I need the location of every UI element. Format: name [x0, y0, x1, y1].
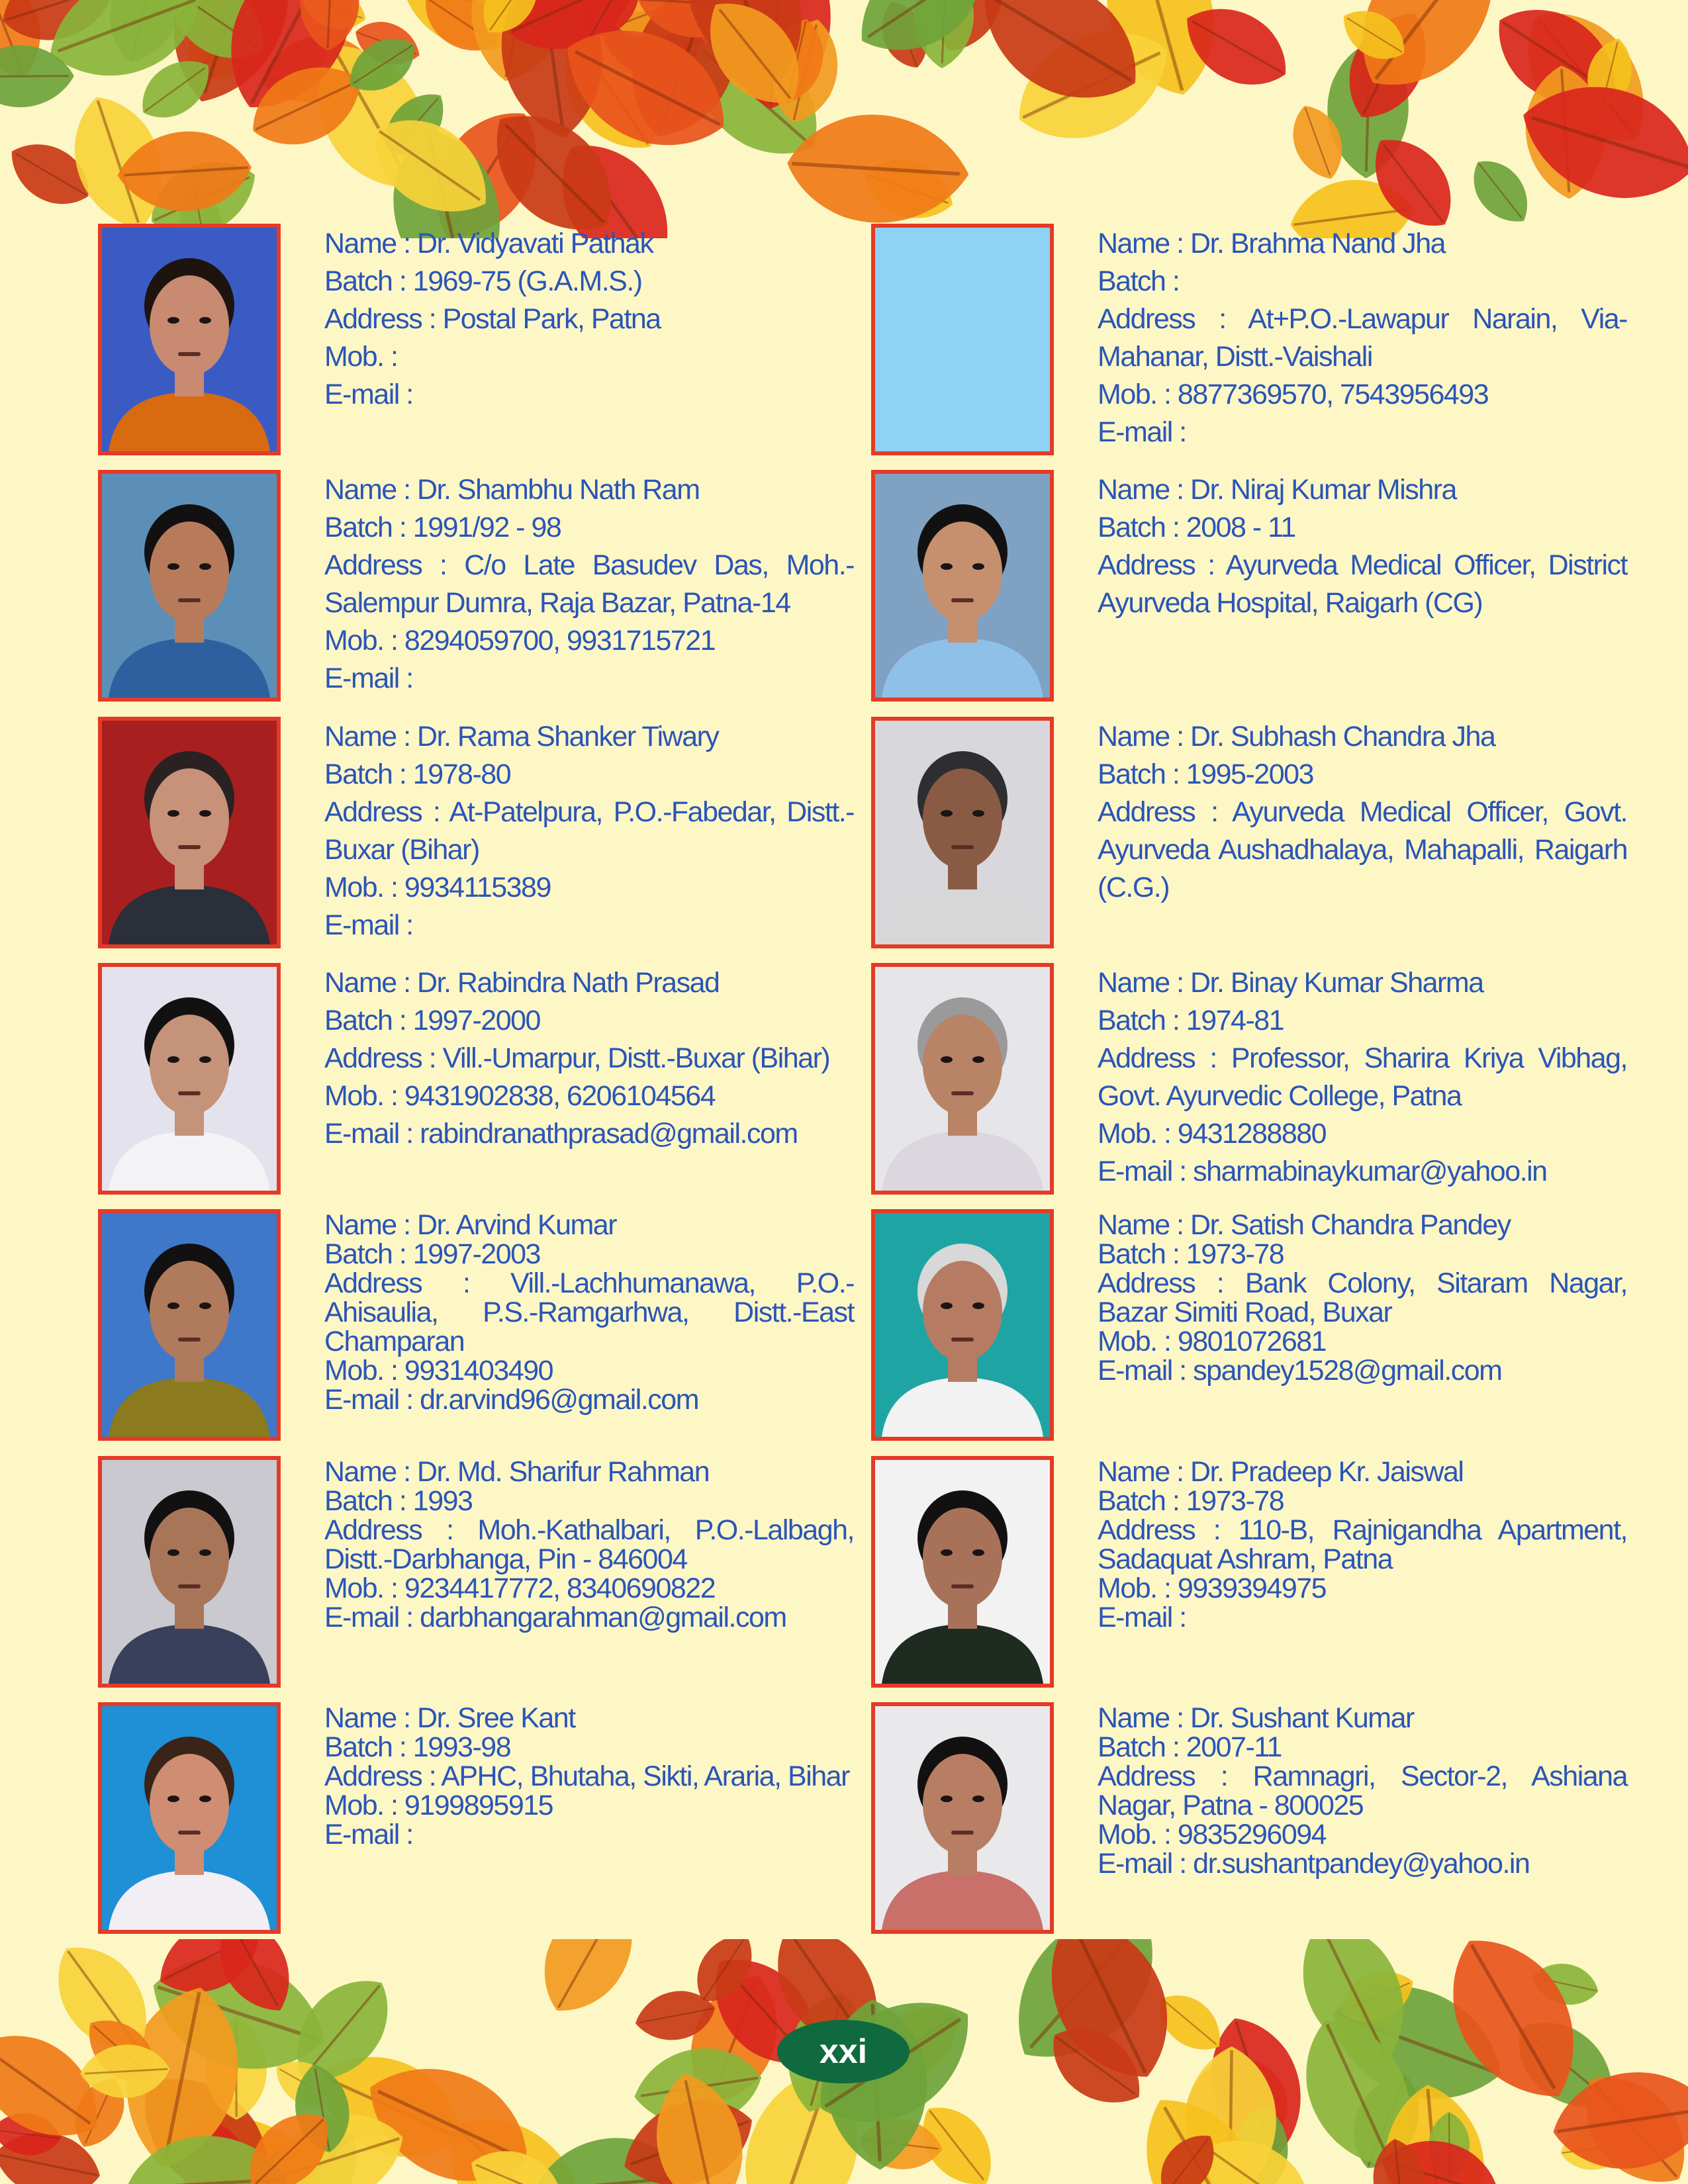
entry-name: Name : Dr. Subhash Chandra Jha: [1098, 721, 1495, 752]
directory-entry: [871, 1456, 1626, 1694]
entry-batch: Batch : 2008 - 11: [1098, 512, 1295, 543]
entry-name: Name : Dr. Sushant Kumar: [1098, 1702, 1414, 1734]
entry-mob: Mob. : 9431288880: [1098, 1118, 1327, 1150]
directory-entry: [98, 1702, 853, 1940]
portrait-photo: [98, 963, 281, 1195]
entry-details: [1098, 1210, 1627, 1385]
entry-address: Address : 110-B, Rajnigandha Apartment, Sadaquat Ashram, Patna: [1098, 1514, 1627, 1575]
portrait-photo: [98, 1209, 281, 1441]
entry-email: E-mail :: [324, 662, 413, 694]
portrait-photo: [98, 717, 281, 948]
portrait-photo: [98, 470, 281, 702]
entry-batch: Batch : 1997-2000: [324, 1005, 540, 1036]
entry-name: Name : Dr. Arvind Kumar: [324, 1209, 617, 1241]
entry-batch: Batch : 1991/92 - 98: [324, 512, 561, 543]
entry-mob: Mob. :: [324, 341, 398, 373]
entry-address: Address : Postal Park, Patna: [324, 303, 661, 335]
entry-name: Name : Dr. Shambhu Nath Ram: [324, 474, 700, 506]
entry-mob: Mob. : 9939394975: [1098, 1572, 1327, 1604]
entry-address: Address : Bank Colony, Sitaram Nagar, Bazar Simiti Road, Buxar: [1098, 1267, 1627, 1328]
entry-details: [324, 1457, 854, 1632]
entry-mob: Mob. : 9835296094: [1098, 1819, 1327, 1850]
entry-mob: Mob. : 8294059700, 9931715721: [324, 625, 716, 657]
entry-batch: Batch : 1995-2003: [1098, 758, 1313, 790]
entry-mob: Mob. : 8877369570, 7543956493: [1098, 379, 1489, 410]
entry-email: E-mail : dr.arvind96@gmail.com: [324, 1384, 699, 1416]
entry-details: [1098, 225, 1627, 451]
entry-email: E-mail :: [324, 1819, 413, 1850]
entry-name: Name : Dr. Pradeep Kr. Jaiswal: [1098, 1456, 1464, 1488]
entry-name: Name : Dr. Md. Sharifur Rahman: [324, 1456, 710, 1488]
entry-details: [1098, 718, 1627, 907]
directory-entry: [98, 1209, 853, 1447]
portrait-photo: [98, 224, 281, 455]
entry-name: Name : Dr. Rabindra Nath Prasad: [324, 967, 720, 999]
entry-email: E-mail :: [1098, 1602, 1186, 1633]
entry-address: Address : At-Patelpura, P.O.-Fabedar, Distt.-Buxar (Bihar): [324, 796, 854, 866]
entry-address: Address : APHC, Bhutaha, Sikti, Araria, Bihar: [324, 1760, 849, 1792]
entry-mob: Mob. : 9801072681: [1098, 1326, 1327, 1357]
entry-name: Name : Dr. Binay Kumar Sharma: [1098, 967, 1483, 999]
entry-details: [1098, 1457, 1627, 1632]
entry-email: E-mail :: [1098, 416, 1186, 448]
leaf-vein: [0, 76, 69, 77]
entry-details: [324, 471, 854, 698]
entry-address: Address : Vill.-Umarpur, Distt.-Buxar (Bihar): [324, 1042, 830, 1074]
entry-name: Name : Dr. Vidyavati Pathak: [324, 228, 653, 259]
entry-mob: Mob. : 9934115389: [324, 872, 551, 903]
entry-email: E-mail :: [324, 379, 413, 410]
entry-details: [324, 225, 854, 414]
directory-entry: [98, 224, 853, 462]
portrait-photo: [871, 1456, 1054, 1688]
entry-batch: Batch : 1969-75 (G.A.M.S.): [324, 265, 642, 297]
entry-address: Address : C/o Late Basudev Das, Moh.-Salempur Dumra, Raja Bazar, Patna-14: [324, 549, 854, 619]
page-number-badge: [777, 2020, 910, 2083]
entry-name: Name : Dr. Niraj Kumar Mishra: [1098, 474, 1456, 506]
entry-name: Name : Dr. Sree Kant: [324, 1702, 575, 1734]
directory-entry: [871, 1209, 1626, 1447]
entry-email: E-mail : rabindranathprasad@gmail.com: [324, 1118, 798, 1150]
entry-mob: Mob. : 9931403490: [324, 1355, 553, 1387]
directory-entry: [871, 224, 1626, 462]
entry-batch: Batch : 1973-78: [1098, 1485, 1284, 1517]
entry-name: Name : Dr. Brahma Nand Jha: [1098, 228, 1446, 259]
portrait-photo: [871, 963, 1054, 1195]
top-leaf-border: [0, 0, 1688, 238]
directory-entry: [98, 963, 853, 1201]
directory-entry: [98, 1456, 853, 1694]
directory-entry: [871, 470, 1626, 708]
entry-email: E-mail : spandey1528@gmail.com: [1098, 1355, 1502, 1387]
entry-address: Address : Vill.-Lachhumanawa, P.O.-Ahisaulia, P.S.-Ramgarhwa, Distt.-East Champaran: [324, 1267, 854, 1357]
entry-batch: Batch : 1993-98: [324, 1731, 511, 1763]
entry-address: Address : Moh.-Kathalbari, P.O.-Lalbagh, Distt.-Darbhanga, Pin - 846004: [324, 1514, 854, 1575]
portrait-photo: [871, 1209, 1054, 1441]
entry-batch: Batch : 1974-81: [1098, 1005, 1284, 1036]
portrait-photo: [98, 1456, 281, 1688]
entry-email: E-mail : dr.sushantpandey@yahoo.in: [1098, 1848, 1530, 1880]
entry-email: E-mail :: [324, 909, 413, 941]
entry-address: Address : Ramnagri, Sector-2, Ashiana Nagar, Patna - 800025: [1098, 1760, 1627, 1821]
portrait-photo: [871, 470, 1054, 702]
entry-batch: Batch : 1993: [324, 1485, 473, 1517]
entry-name: Name : Dr. Rama Shanker Tiwary: [324, 721, 719, 752]
entry-batch: Batch : 2007-11: [1098, 1731, 1282, 1763]
entry-details: [324, 1210, 854, 1414]
directory-entry: [98, 717, 853, 955]
entry-address: Address : At+P.O.-Lawapur Narain, Via-Mahanar, Distt.-Vaishali: [1098, 303, 1627, 373]
portrait-photo: [871, 1702, 1054, 1934]
entry-details: [1098, 471, 1627, 622]
page-number: xxi: [819, 2032, 868, 2071]
portrait-photo: [871, 224, 1054, 455]
entry-name: Name : Dr. Satish Chandra Pandey: [1098, 1209, 1511, 1241]
portrait-photo: [871, 717, 1054, 948]
entry-details: [1098, 964, 1627, 1191]
directory-entry: [98, 470, 853, 708]
entry-batch: Batch : 1997-2003: [324, 1238, 540, 1270]
entry-address: Address : Ayurveda Medical Officer, District Ayurveda Hospital, Raigarh (CG): [1098, 549, 1627, 619]
entry-email: E-mail : sharmabinaykumar@yahoo.in: [1098, 1156, 1547, 1187]
directory-entry: [871, 717, 1626, 955]
entry-mob: Mob. : 9431902838, 6206104564: [324, 1080, 716, 1112]
entry-address: Address : Professor, Sharira Kriya Vibhag, Govt. Ayurvedic College, Patna: [1098, 1042, 1627, 1112]
directory-entry: [871, 963, 1626, 1201]
entry-details: [1098, 1704, 1627, 1878]
directory-entry: [871, 1702, 1626, 1940]
portrait-photo: [98, 1702, 281, 1934]
entry-details: [324, 718, 854, 944]
entry-details: [324, 964, 854, 1153]
entry-details: [324, 1704, 854, 1849]
entry-batch: Batch : 1973-78: [1098, 1238, 1284, 1270]
entry-address: Address : Ayurveda Medical Officer, Govt. Ayurveda Aushadhalaya, Mahapalli, Raigarh (C.G.): [1098, 796, 1627, 903]
entry-mob: Mob. : 9199895915: [324, 1790, 553, 1821]
entry-batch: Batch : 1978-80: [324, 758, 511, 790]
entry-mob: Mob. : 9234417772, 8340690822: [324, 1572, 716, 1604]
entry-email: E-mail : darbhangarahman@gmail.com: [324, 1602, 786, 1633]
entry-batch: Batch :: [1098, 265, 1180, 297]
